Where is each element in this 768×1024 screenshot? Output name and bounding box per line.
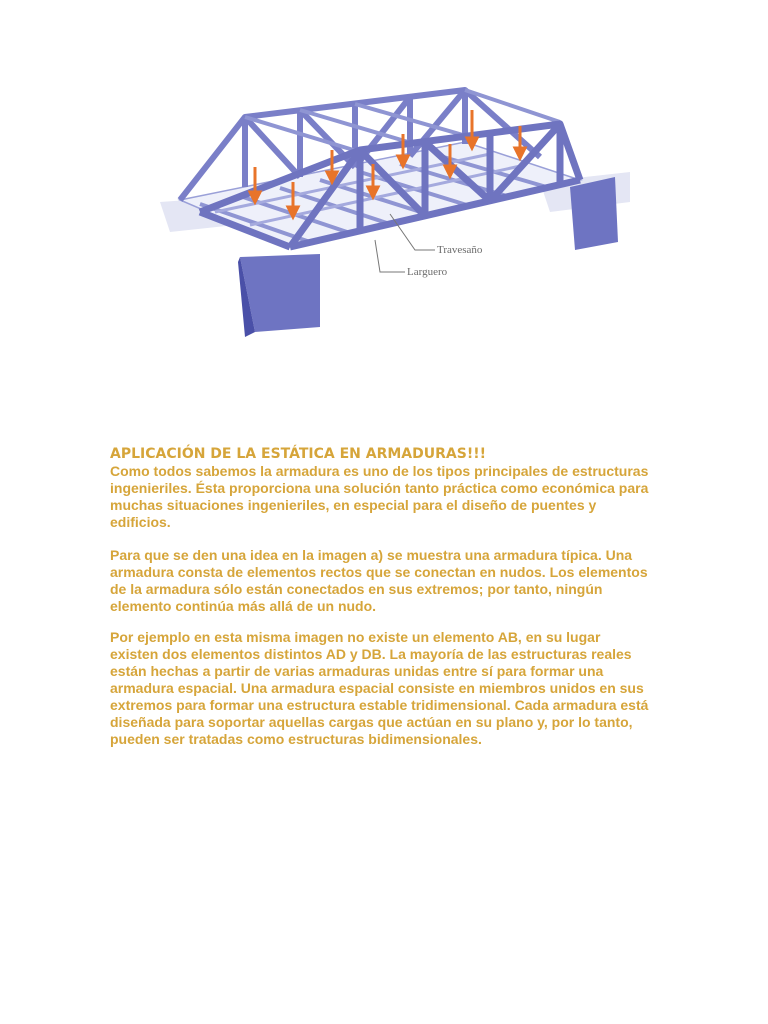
paragraph-2: Para que se den una idea en la imagen a) se muestra una armadura típica. Una armadura consta de elementos rectos que se conectan en nudos. Los elementos de la armadura sólo están conectados en sus extremos; por tanto, ningún elemento continúa más allá de un nudo. — [110, 547, 648, 614]
paragraph-1: Como todos sabemos la armadura es uno de los tipos principales de estructuras ingenieriles. Ésta proporciona una solución tanto práctica como económica para muchas situaciones ingenieriles, en especial para el diseño de puentes y edificios. — [110, 463, 649, 530]
truss-bridge-illustration — [160, 82, 630, 342]
truss-bridge-figure — [160, 82, 630, 342]
right-abutment — [570, 177, 618, 250]
label-travesano: Travesaño — [437, 244, 483, 256]
paragraph-3: Por ejemplo en esta misma imagen no existe un elemento AB, en su lugar existen dos elementos distintos AD y DB. La mayoría de las estructuras reales están hechas a partir de varias armaduras unidas entre sí para formar una armadura espacial. Una armadura espacial consiste en miembros unidos en sus extremos para formar una estructura estable tridimensional. Cada armadura está diseñada para soportar aquellas cargas que actúan en su plano y, por lo tanto, pueden ser tratadas como estructuras bidimensionales. — [110, 629, 649, 747]
label-larguero: Larguero — [407, 266, 448, 278]
article-heading: APLICACIÓN DE LA ESTÁTICA EN ARMADURAS!!! — [110, 446, 486, 462]
article-body — [110, 446, 650, 762]
